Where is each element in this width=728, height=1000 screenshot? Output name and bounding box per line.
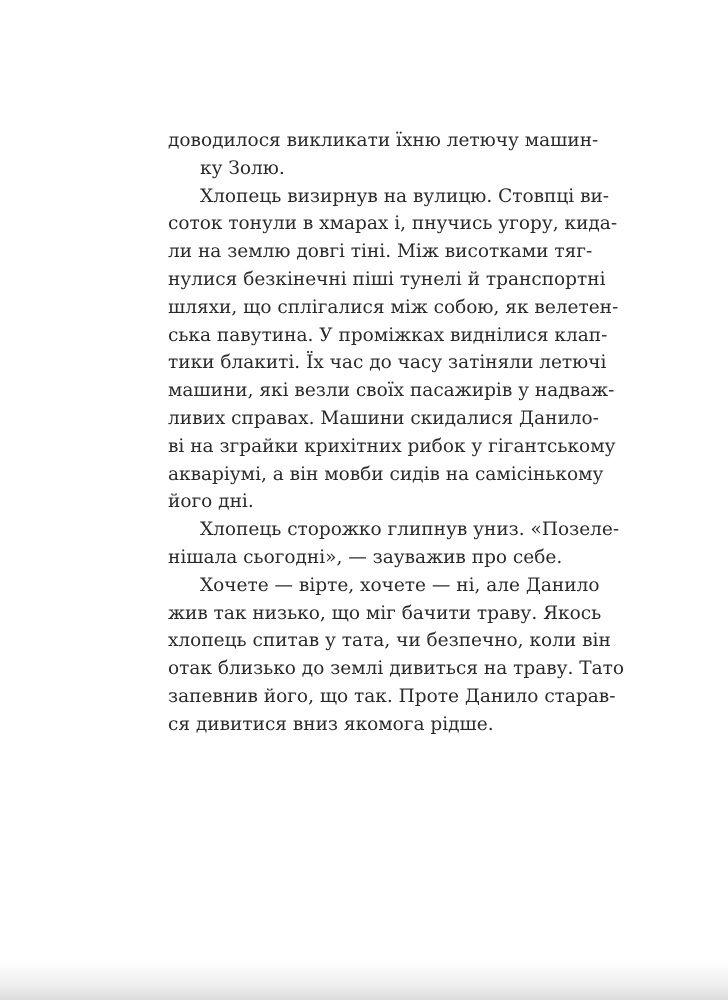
body-text: [168, 127, 625, 739]
text-line: Хлопець сторожко глипнув униз. «Позеле-: [200, 519, 620, 541]
text-line: машини, які везли своїх пасажирів у надваж-: [168, 380, 615, 402]
paragraph: [168, 572, 625, 739]
text-line: нішала сьогодні», — зауважив про себе.: [168, 546, 563, 568]
text-line: жив так низько, що міг бачити траву. Якось: [168, 602, 602, 624]
paragraph: [168, 127, 599, 183]
paragraph: [168, 516, 620, 572]
page-bottom-shadow: [0, 960, 728, 1000]
text-line: нулися безкінечні піші тунелі й транспортні: [168, 268, 606, 290]
text-line: ська павутина. У проміжках виднілися клап-: [168, 324, 608, 346]
text-line: Хочете — вірте, хочете — ні, але Данило: [200, 574, 600, 596]
paragraph: [168, 183, 619, 517]
text-line: соток тонули в хмарах і, пнучись угору, кида-: [168, 213, 618, 235]
text-line: отак близько до землі дивиться на траву. Тато: [168, 658, 625, 680]
text-line: ві на зграйки крихітних рибок у гігантському: [168, 435, 616, 457]
text-line: ли на землю довгі тіні. Між висотками тяг-: [168, 241, 593, 263]
text-line: хлопець спитав у тата, чи безпечно, коли він: [168, 630, 611, 652]
text-line: ся дивитися вниз якомога рідше.: [168, 713, 494, 735]
text-line: шляхи, що сплігалися між собою, як велетен-: [168, 296, 619, 318]
text-line: акваріумі, а він мовби сидів на самісінькому: [168, 463, 604, 485]
text-line: Хлопець визирнув на вулицю. Стовпці ви-: [200, 185, 610, 207]
text-line: доводилося викликати їхню летючу машин-: [168, 130, 599, 151]
text-line: ливих справах. Машини скидалися Данило-: [168, 407, 599, 429]
text-line: його дні.: [168, 491, 254, 513]
text-line: ку Золю.: [200, 157, 285, 179]
text-line: запевнив його, що так. Проте Данило старав-: [168, 685, 616, 707]
text-line: тики блакиті. Їх час до часу затіняли летючі: [168, 352, 607, 374]
